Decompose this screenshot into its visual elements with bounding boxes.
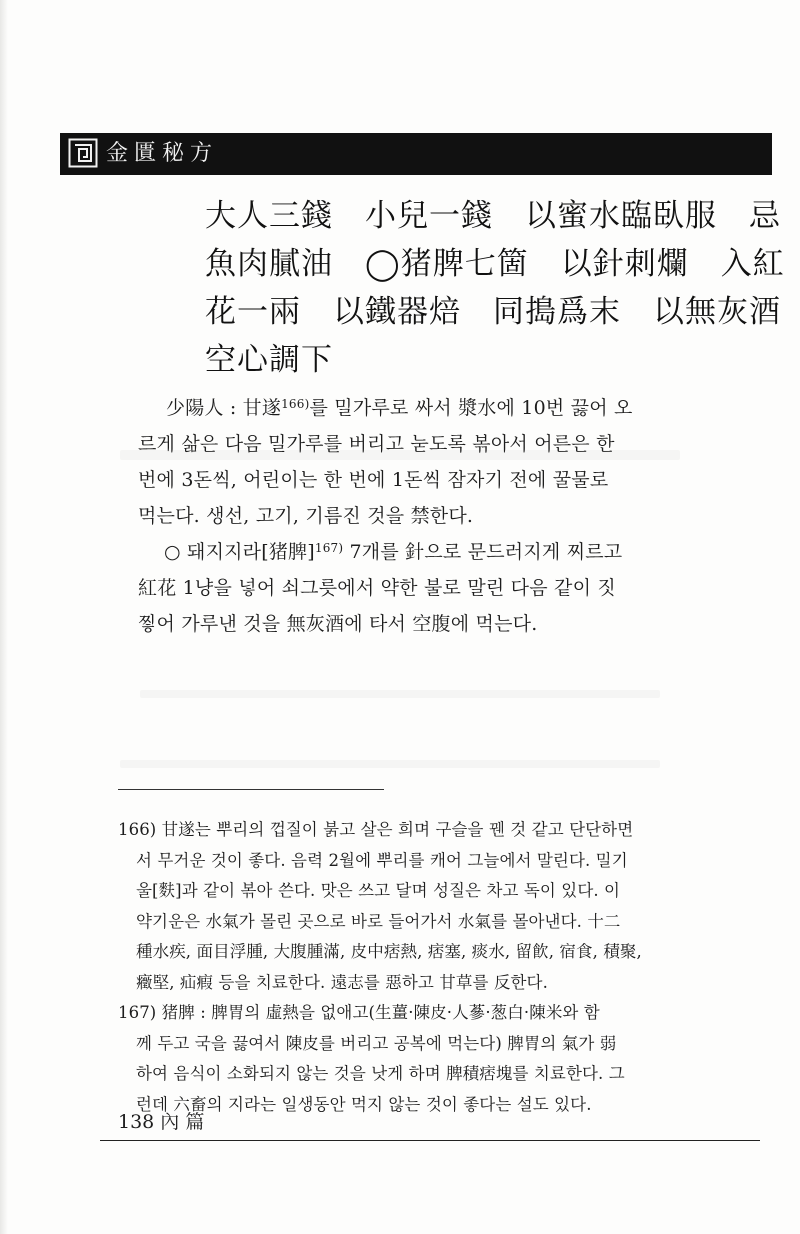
- translation-block: [138, 390, 690, 642]
- running-header: [60, 133, 772, 175]
- translation-line: 찧어 가루낸 것을 無灰酒에 타서 空腹에 먹는다.: [138, 613, 538, 635]
- scan-edge: [0, 0, 8, 1234]
- translation-line: 번에 3돈씩, 어린이는 한 번에 1돈씩 잠자기 전에 꿀물로: [138, 469, 609, 491]
- classical-text-block: [205, 192, 785, 384]
- footnote-167-line: 런데 六畜의 지라는 일생동안 먹지 않는 것이 좋다는 설도 있다.: [136, 1094, 592, 1114]
- translation-line: 먹는다. 생선, 고기, 기름진 것을 禁한다.: [138, 505, 474, 527]
- footnote-166-line: 166) 甘遂는 뿌리의 껍질이 붉고 살은 희며 구슬을 꿴 것 같고 단단하면: [118, 820, 634, 839]
- footnote-separator: [118, 789, 384, 790]
- footnote-166-line: 癥堅, 疝瘕 등을 치료한다. 遠志를 惡하고 甘草를 反한다.: [136, 972, 548, 992]
- footnotes-block: [118, 815, 698, 1120]
- footer-rule: [100, 1140, 760, 1141]
- classical-line: 魚肉膩油 ◯猪脾七箇 以針刺爛 入紅: [205, 246, 785, 282]
- classical-line: 大人三錢 小兒一錢 以蜜水臨臥服 忌: [205, 198, 781, 234]
- show-through-mark: [140, 690, 660, 698]
- footnote-166-line: 약기운은 水氣가 몰린 곳으로 바로 들어가서 水氣를 몰아낸다. 十二: [136, 911, 621, 931]
- translation-line: [138, 534, 690, 570]
- footnote-167-line: 하여 음식이 소화되지 않는 것을 낫게 하며 脾積痞塊를 치료한다. 그: [136, 1064, 625, 1083]
- key-fret-icon: [68, 138, 98, 168]
- footnote-ref-167[interactable]: 167): [314, 541, 344, 555]
- show-through-mark: [120, 760, 660, 768]
- translation-text: 少陽人 : 甘遂: [166, 397, 282, 419]
- translation-text: 를 밀가루로 싸서 漿水에 10번 끓어 오: [309, 397, 633, 419]
- classical-line: 花一兩 以鐵器焙 同搗爲末 以無灰酒: [205, 294, 781, 330]
- translation-text: 7개를 針으로 문드러지게 찌르고: [343, 541, 623, 563]
- translation-line: [138, 390, 690, 426]
- footnote-167-line: 167) 猪脾 : 脾胃의 虛熱을 없애고(生薑·陳皮·人蔘·葱白·陳米와 함: [118, 1003, 600, 1022]
- footnote-ref-166[interactable]: 166): [281, 397, 310, 411]
- classical-line: 空心調下: [205, 342, 333, 378]
- footnote-166-line: 울[麩]과 같이 볶아 쓴다. 맛은 쓰고 달며 성질은 차고 독이 있다. 이: [136, 881, 621, 900]
- translation-line: 르게 삶은 다음 밀가루를 버리고 눋도록 볶아서 어른은 한: [138, 433, 615, 455]
- translation-line: 紅花 1냥을 넣어 쇠그릇에서 약한 불로 말린 다음 같이 짓: [138, 577, 616, 599]
- footnote-166-line: 서 무거운 것이 좋다. 음력 2월에 뿌리를 캐어 그늘에서 말린다. 밀기: [136, 850, 628, 870]
- book-title: 金匱秘方: [106, 141, 219, 166]
- footnote-166-line: 種水疾, 面目浮腫, 大腹腫滿, 皮中痞熱, 痞塞, 痰水, 留飮, 宿食, 積聚,: [136, 942, 642, 961]
- page-number: 138 內 篇: [118, 1111, 205, 1133]
- translation-text: ○ 돼지지라[猪脾]: [164, 541, 315, 563]
- footnote-167-line: 께 두고 국을 끓여서 陳皮를 버리고 공복에 먹는다) 脾胃의 氣가 弱: [136, 1033, 617, 1053]
